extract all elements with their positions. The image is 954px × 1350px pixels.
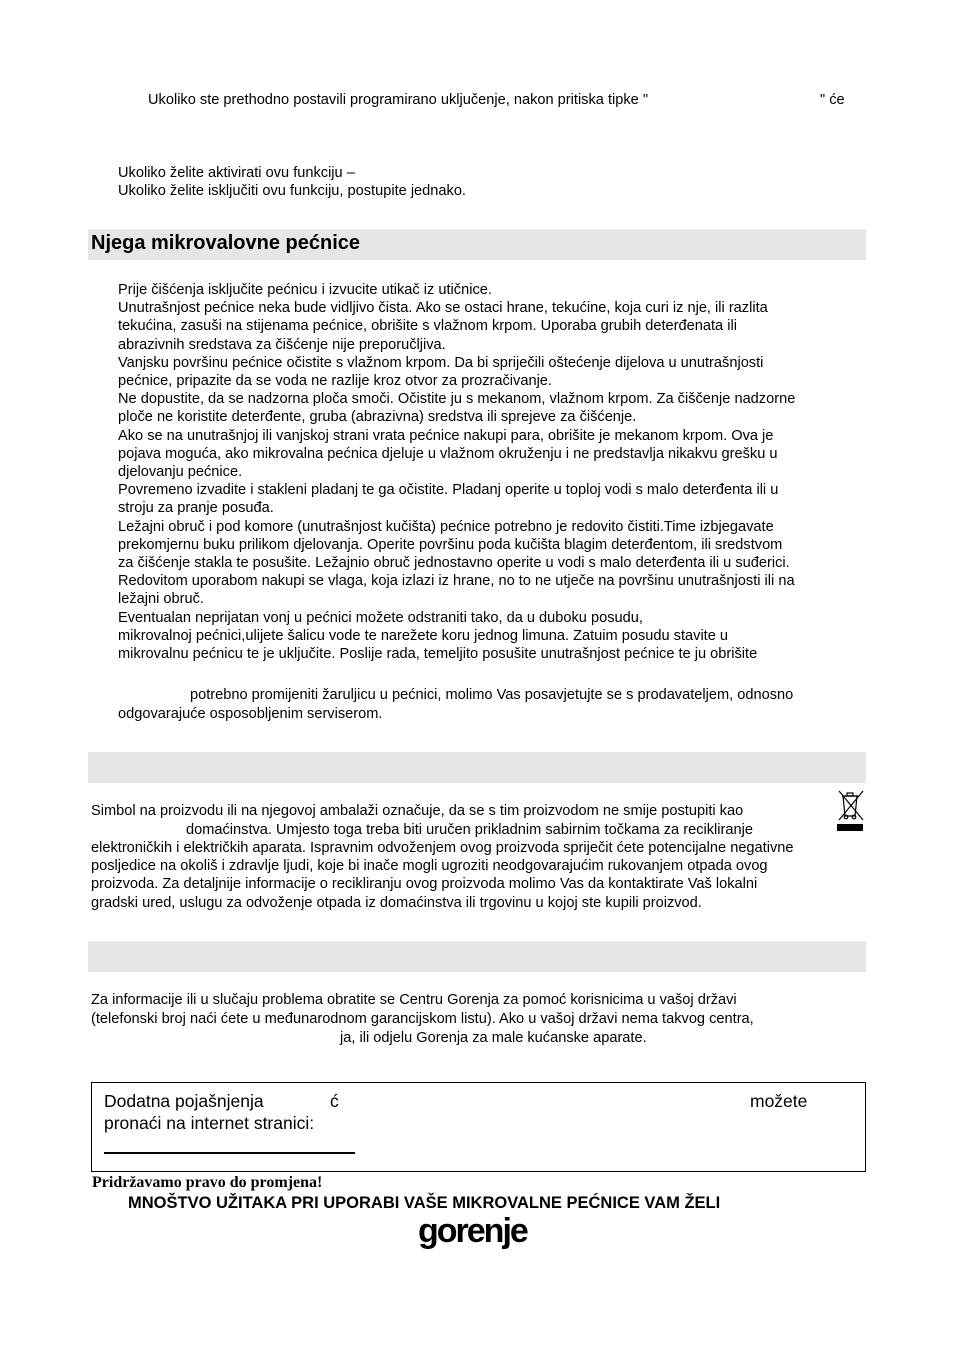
disposal-text	[91, 839, 794, 912]
care-instruction-line: ploče ne koristite deterđente, gruba (abrazivna) sredstva ili sprejeve za čišćenje.	[118, 409, 637, 426]
info-box-text-fragment: ć	[330, 1091, 339, 1111]
care-instruction-line: Prije čišćenja isključite pećnicu i izvucite utikač iz utičnice.	[118, 282, 492, 298]
care-instruction-line: abrazivnih sredstava za čišćenje nije preporučljiva.	[118, 336, 446, 353]
care-instruction-line: Unutrašnjost pećnice neka bude vidljivo čista. Ako se ostaci hrane, tekućine, koja curi iz nje, ili razlita	[118, 300, 768, 317]
disposal-text-line: elektroničkih i električkih aparata. Ispravnim odvoženjem ovog proizvoda spriječit ćete potencijalne negativne	[91, 840, 794, 856]
care-instruction-line: prekomjernu buku prilikom djelovanja. Operite površinu poda kučišta blagim deterđentom, ili sredstvom	[118, 536, 783, 553]
disposal-line-1: Simbol na proizvodu ili na njegovoj ambalaži označuje, da se s tim proizvodom ne smije postupiti kao	[91, 803, 744, 819]
disposal-text-line: gradski ured, uslugu za odvoženje otpada iz domaćinstva ili trgovinu u kojoj ste kupili proizvod.	[91, 894, 702, 911]
info-box-text-end: možete	[750, 1091, 808, 1111]
additional-info-box	[91, 1082, 866, 1172]
disposal-line-2: domaćinstva. Umjesto toga treba biti uručen prikladnim sabirnim točkama za recikliranje	[186, 822, 753, 838]
care-instruction-line: Redovitom uporabom nakupi se vlaga, koja izlazi iz hrane, no to ne utječe na površinu unutrašnjosti ili na	[118, 573, 795, 590]
disposal-text-line: posljedice na okoliš i zdravlje ljudi, koje bi inače mogli ugroziti neodgovarajućim rukovanjem otpada ovog	[91, 858, 768, 875]
care-instruction-line: Ako se na unutrašnjoj ili vanjskoj strani vrata pećnice nakupi para, obrišite je mekanom krpom. Ova je	[118, 427, 774, 444]
support-line-1: Za informacije ili u slučaju problema obratite se Centru Gorenja za pomoć korisnicima u vašoj državi	[91, 992, 737, 1008]
disposal-text-line: proizvoda. Za detaljnije informacije o recikliranju ovog proizvoda molimo Vas da kontaktirate Vaš lokalni	[91, 876, 758, 893]
website-underline	[104, 1152, 355, 1154]
care-instruction-line: Vanjsku površinu pećnice očistite s vlažnom krpom. Da bi spriječili oštećenje dijelova u unutrašnjosti	[118, 354, 764, 371]
support-line-2: (telefonski broj naći ćete u međunarodnom garancijskom listu). Ako u vašoj državi nema takvog centra,	[91, 1011, 754, 1027]
info-box-text-start: Dodatna pojašnjenja	[104, 1091, 264, 1111]
care-instruction-line: tekućina, zasuši na stijenama pećnice, obrišite s vlažnom krpom. Uporaba grubih deterđenata ili	[118, 318, 737, 335]
care-instructions	[118, 281, 795, 663]
care-instruction-line: stroju za pranje posuđa.	[118, 500, 274, 517]
rights-reserved-note: Pridržavamo pravo do promjena!	[92, 1174, 323, 1191]
care-heading: Njega mikrovalovne pećnice	[91, 232, 361, 254]
care-instruction-line: ležajni obruč.	[118, 591, 204, 608]
care-instruction-line: Povremeno izvadite i stakleni pladanj te ga očistite. Pladanj operite u toploj vodi s malo deterđenta ili u	[118, 482, 779, 499]
care-instruction-line: pojava moguća, ako mikrovalna pećnica djeluje u vlažnom okruženju i ne predstavlja nikakvu grešku u	[118, 445, 778, 462]
care-instruction-line: mikrovalnoj pećnici,ulijete šalicu vode te narežete koru jednog limuna. Zatuim posudu stavite u	[118, 627, 729, 644]
crossed-out-wheelie-bin-icon	[834, 788, 866, 834]
closing-message: MNOŠTVO UŽITAKA PRI UPORABI VAŠE MIKROVALNE PEĆNICE VAM ŽELI	[128, 1194, 721, 1212]
care-instruction-line: za čišćenje stakla te posušite. Ležajnio obruč jednostavno operite u vodi s malo deterđenta ili u suđerici.	[118, 555, 790, 572]
programmed-start-line-start: Ukoliko ste prethodno postavili programirano uključenje, nakon pritiska tipke "	[148, 92, 649, 108]
care-instruction-line: Eventualan neprijatan vonj u pećnici možete odstraniti tako, da u duboku posudu,	[118, 609, 643, 626]
disposal-heading-band	[88, 752, 866, 783]
care-instruction-line: Ne dopustite, da se nadzorna ploča smoči. Očistite ju s mekanom, vlažnom krpom. Za čiščenje nadzorne	[118, 391, 796, 408]
care-instruction-line: pećnice, pripazite da se voda ne razlije kroz otvor za prozračivanje.	[118, 373, 552, 390]
deactivate-function-line: Ukoliko želite isključiti ovu funkciju, postupite jednako.	[118, 183, 466, 199]
care-instruction-line: mikrovalnu pećnicu te je uključite. Poslije rada, temeljito posušite unutrašnjost pećnice te ju obrišite	[118, 646, 758, 663]
programmed-start-line-end: " će	[820, 92, 845, 108]
bulb-replacement-line-1: potrebno promijeniti žarulјicu u pećnici, molimo Vas posavjetujte se s prodavateljem, odnosno	[190, 687, 794, 703]
care-instruction-line: djelovanju pećnice.	[118, 464, 243, 481]
support-heading-band	[88, 941, 866, 972]
bulb-replacement-line-2: odgovarajuće osposobljenim serviserom.	[118, 706, 383, 722]
gorenje-logo: gorenje	[418, 1212, 527, 1250]
info-box-line-2: pronaći na internet stranici:	[104, 1113, 315, 1133]
support-line-3: ja, ili odjelu Gorenja za male kućanske aparate.	[340, 1030, 647, 1046]
care-instruction-line: Ležajni obruč i pod komore (unutrašnjost kučišta) pećnice potrebno je redovito čistiti.Time izbjegavate	[118, 518, 774, 535]
activate-function-line: Ukoliko želite aktivirati ovu funkciju –	[118, 165, 355, 181]
